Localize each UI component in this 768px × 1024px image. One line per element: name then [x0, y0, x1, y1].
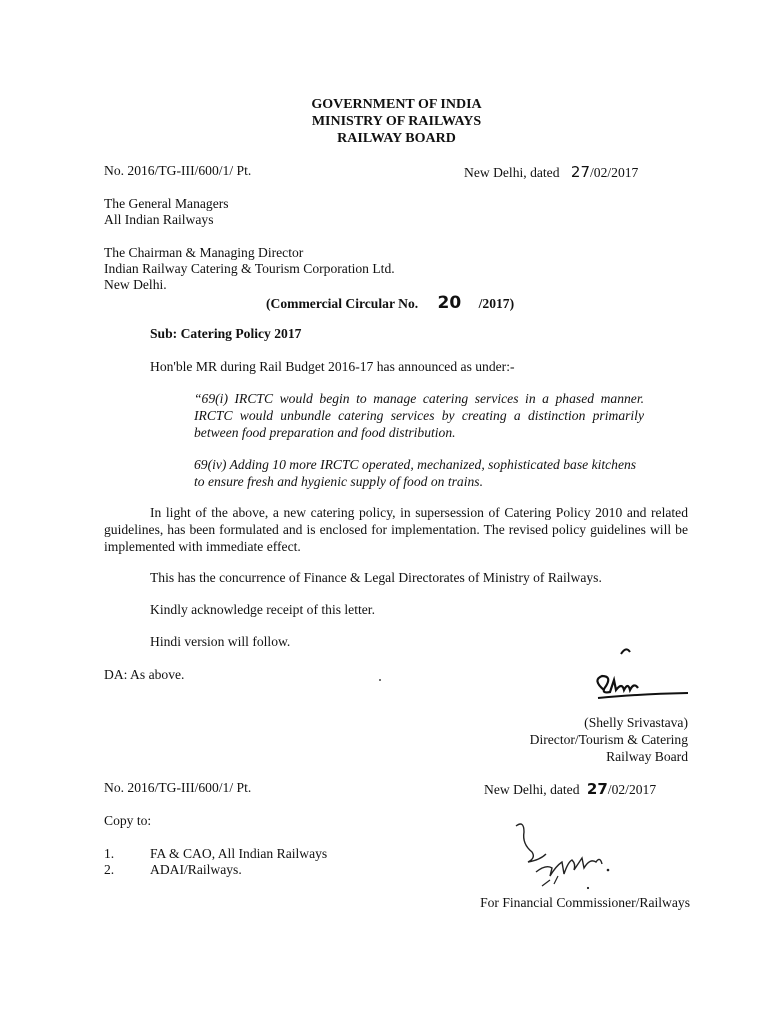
copy-to-label: Copy to: — [104, 813, 152, 828]
signatory-name: (Shelly Srivastava) — [584, 715, 688, 730]
addressee-gm-line1: The General Managers — [104, 196, 229, 211]
copy-item-number-2: 2. — [104, 862, 115, 877]
header-government: GOVERNMENT OF INDIA — [311, 97, 482, 112]
header-ministry: MINISTRY OF RAILWAYS — [311, 114, 482, 129]
copy-item-text-2: ADAI/Railways. — [150, 862, 242, 877]
signatory-office: Railway Board — [606, 749, 688, 764]
date-rest: /02/2017 — [590, 165, 639, 180]
initials-signature-drawing — [506, 818, 636, 898]
copy-item-number-1: 1. — [104, 846, 115, 861]
reference-date — [464, 163, 638, 181]
speck — [379, 679, 381, 681]
addressee-cmd-line1: The Chairman & Managing Director — [104, 245, 304, 260]
addressee-cmd-line3: New Delhi. — [104, 277, 167, 292]
addressee-cmd-line2: Indian Railway Catering & Tourism Corporation Ltd. — [104, 261, 395, 276]
copy-for-line: For Financial Commissioner/Railways — [480, 895, 690, 910]
quote-69i: “69(i) IRCTC would begin to manage catering services in a phased manner. IRCTC would unbundle catering services by creating a distinction primarily between food preparation and food distribution. — [194, 391, 644, 440]
copy-reference-number: No. 2016/TG-III/600/1/ Pt. — [104, 780, 252, 795]
body-paragraph-1: In light of the above, a new catering policy, in supersession of Catering Policy 2010 and related guidelines, has been formulated and is enclosed for implementation. The revised policy guidelines will be implemented with immediate effect. — [104, 505, 688, 554]
signature-drawing — [588, 642, 688, 704]
circular-number-handwritten: 20 — [437, 293, 462, 313]
intro-line: Hon'ble MR during Rail Budget 2016-17 has announced as under:- — [150, 359, 515, 374]
da-line: DA: As above. — [104, 667, 185, 682]
signatory-designation: Director/Tourism & Catering — [529, 732, 688, 747]
copy-date-prefix: New Delhi, dated — [484, 782, 580, 797]
circular-prefix: (Commercial Circular No. — [266, 296, 419, 311]
date-prefix: New Delhi, dated — [464, 165, 560, 180]
addressee-gm-line2: All Indian Railways — [104, 212, 214, 227]
subject-line: Sub: Catering Policy 2017 — [150, 326, 302, 341]
date-day-handwritten: 27 — [570, 163, 591, 181]
copy-item-text-1: FA & CAO, All Indian Railways — [150, 846, 328, 861]
copy-reference-date — [484, 780, 656, 798]
reference-number: No. 2016/TG-III/600/1/ Pt. — [104, 163, 252, 178]
header-board: RAILWAY BOARD — [337, 131, 456, 146]
commercial-circular — [266, 293, 514, 313]
quote-69iv: 69(iv) Adding 10 more IRCTC operated, mechanized, sophisticated base kitchens to ensure fresh and hygienic supply of food on trains. — [194, 457, 637, 489]
circular-suffix: /2017) — [478, 296, 515, 311]
body-paragraph-3: Kindly acknowledge receipt of this letter. — [150, 602, 375, 617]
copy-date-day-handwritten: 27 — [586, 780, 608, 798]
copy-date-rest: /02/2017 — [607, 782, 657, 797]
body-paragraph-4: Hindi version will follow. — [150, 634, 291, 649]
body-paragraph-2: This has the concurrence of Finance & Legal Directorates of Ministry of Railways. — [150, 570, 602, 585]
